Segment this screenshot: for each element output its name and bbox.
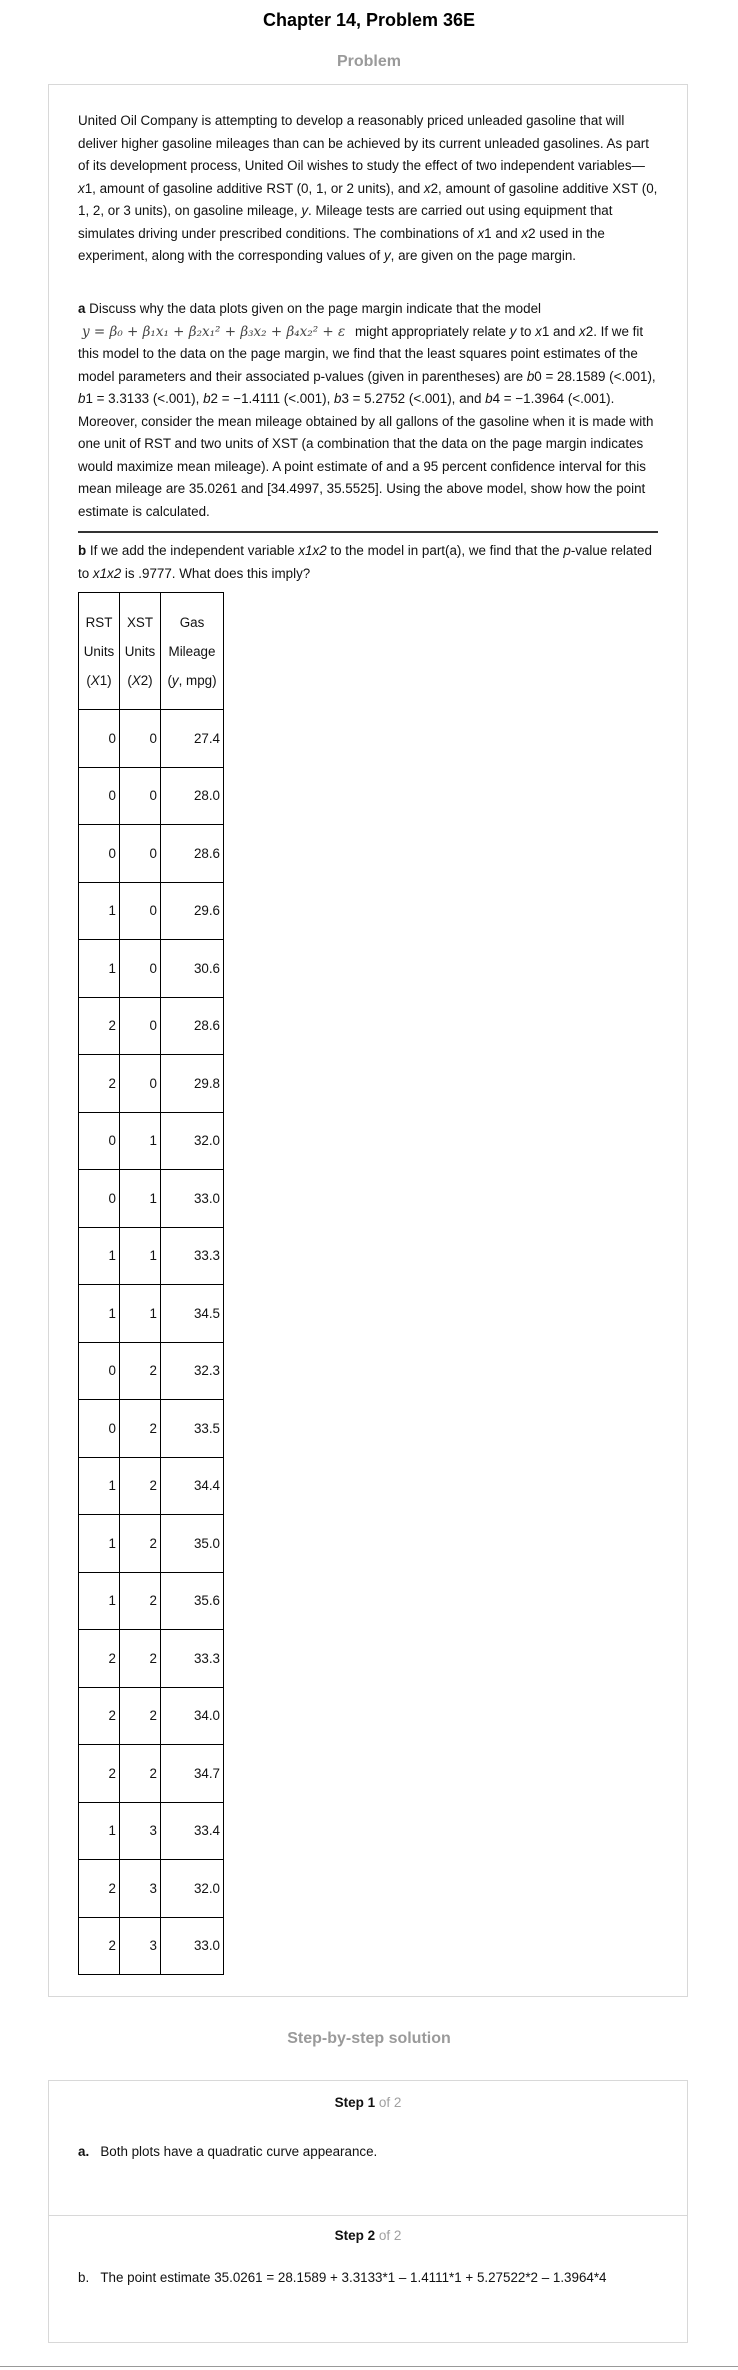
rst-units-cell: 1 (79, 1457, 120, 1515)
gas-mileage-cell: 29.6 (161, 882, 224, 940)
xst-units-cell: 2 (120, 1630, 161, 1688)
header-xst-units: XST Units (X2) (120, 593, 161, 710)
xst-units-cell: 0 (120, 825, 161, 883)
table-row (79, 1457, 224, 1515)
gas-mileage-cell: 28.0 (161, 767, 224, 825)
xst-units-cell: 3 (120, 1802, 161, 1860)
gas-mileage-cell: 30.6 (161, 940, 224, 998)
table-row (79, 1227, 224, 1285)
gas-mileage-cell: 28.6 (161, 997, 224, 1055)
gas-mileage-cell: 33.0 (161, 1170, 224, 1228)
solution-heading: Step-by-step solution (287, 2030, 451, 2047)
xst-units-cell: 1 (120, 1227, 161, 1285)
table-row (79, 825, 224, 883)
rst-units-cell: 0 (79, 767, 120, 825)
xst-units-cell: 0 (120, 1055, 161, 1113)
rst-units-cell: 1 (79, 882, 120, 940)
rst-units-cell: 2 (79, 1745, 120, 1803)
step-separator (48, 2215, 688, 2216)
rst-units-cell: 2 (79, 1860, 120, 1918)
gas-mileage-cell: 34.5 (161, 1285, 224, 1343)
table-header-row (79, 593, 224, 710)
problem-intro: United Oil Company is attempting to develop a reasonably priced unleaded gasoline that will deliver higher gasoline mileages than can be achieved by its current unleaded gasolines. As part of its development process, United Oil wishes to study the effect of two independent variables—x1, amount of gasoline additive RST (0, 1, or 2 units), and x2, amount of gasoline additive XST (0, 1, 2, or 3 units), on gasoline mileage, y. Mileage tests are carried out using equipment that simulates driving under prescribed conditions. The combinations of x1 and x2 used in the experiment, along with the corresponding values of y, are given on the page margin. (78, 113, 658, 263)
rst-units-cell: 1 (79, 1802, 120, 1860)
table-row (79, 767, 224, 825)
xst-units-cell: 0 (120, 882, 161, 940)
gas-mileage-cell: 35.6 (161, 1572, 224, 1630)
rst-units-cell: 1 (79, 940, 120, 998)
section-divider (78, 531, 658, 533)
xst-units-cell: 2 (120, 1572, 161, 1630)
gas-mileage-cell: 29.8 (161, 1055, 224, 1113)
table-row (79, 1687, 224, 1745)
model-formula: y = β₀ + β₁x₁ + β₂x₁² + β₃x₂ + β₄x₂² + ε (82, 323, 346, 340)
gas-mileage-cell: 27.4 (161, 710, 224, 768)
rst-units-cell: 2 (79, 1055, 120, 1113)
gas-mileage-cell: 34.7 (161, 1745, 224, 1803)
gas-mileage-cell: 32.0 (161, 1860, 224, 1918)
table-row (79, 1802, 224, 1860)
xst-units-cell: 2 (120, 1342, 161, 1400)
table-row (79, 1515, 224, 1573)
step-1-text: a. Both plots have a quadratic curve appearance. (78, 2144, 378, 2159)
rst-units-cell: 2 (79, 1917, 120, 1975)
table-row (79, 1112, 224, 1170)
gas-mileage-cell: 33.5 (161, 1400, 224, 1458)
rst-units-cell: 0 (79, 1400, 120, 1458)
gas-mileage-cell: 33.3 (161, 1227, 224, 1285)
xst-units-cell: 2 (120, 1400, 161, 1458)
rst-units-cell: 2 (79, 997, 120, 1055)
table-row (79, 1285, 224, 1343)
table-row (79, 1055, 224, 1113)
rst-units-cell: 1 (79, 1515, 120, 1573)
xst-units-cell: 2 (120, 1457, 161, 1515)
rst-units-cell: 2 (79, 1630, 120, 1688)
table-row (79, 882, 224, 940)
part-b-label: b (78, 543, 87, 558)
xst-units-cell: 3 (120, 1917, 161, 1975)
xst-units-cell: 2 (120, 1745, 161, 1803)
rst-units-cell: 0 (79, 710, 120, 768)
mileage-data-table (78, 592, 224, 1975)
gas-mileage-cell: 35.0 (161, 1515, 224, 1573)
rst-units-cell: 0 (79, 1112, 120, 1170)
rst-units-cell: 0 (79, 825, 120, 883)
part-a-question: a Discuss why the data plots given on the page margin indicate that the model y = β₀ + β₁x₁ + β₂x₁² + β₃x₂ + β₄x₂² + ε might appropriately relate y to x1 and x2. If we fit this model to the data on the page margin, we find that the least squares point estimates of the model parameters and their associated p-values (given in parentheses) are b0 = 28.1589 (<.001), b1 = 3.3133 (<.001), b2 = −1.4111 (<.001), b3 = 5.2752 (<.001), and b4 = −1.3964 (<.001). Moreover, consider the mean mileage obtained by all gallons of the gasoline when it is made with one unit of RST and two units of XST (a combination that the data on the page margin indicates would maximize mean mileage). A point estimate of and a 95 percent confidence interval for this mean mileage are 35.0261 and [34.4997, 35.5525]. Using the above model, show how the point estimate is calculated. (78, 301, 656, 519)
xst-units-cell: 0 (120, 767, 161, 825)
xst-units-cell: 0 (120, 997, 161, 1055)
gas-mileage-cell: 33.0 (161, 1917, 224, 1975)
rst-units-cell: 1 (79, 1285, 120, 1343)
table-row (79, 1400, 224, 1458)
table-row (79, 710, 224, 768)
rst-units-cell: 1 (79, 1227, 120, 1285)
gas-mileage-cell: 28.6 (161, 825, 224, 883)
problem-heading: Problem (336, 53, 401, 70)
header-gas-mileage: Gas Mileage (y, mpg) (161, 593, 224, 710)
step-1-label: Step 1 of 2 (334, 2095, 402, 2110)
xst-units-cell: 2 (120, 1687, 161, 1745)
step-2-label: Step 2 of 2 (334, 2228, 402, 2243)
xst-units-cell: 1 (120, 1170, 161, 1228)
step-2-text: b. The point estimate 35.0261 = 28.1589 + 3.3133*1 – 1.4111*1 + 5.27522*2 – 1.3964*4 (78, 2270, 607, 2285)
table-row (79, 1342, 224, 1400)
rst-units-cell: 2 (79, 1687, 120, 1745)
table-row (79, 997, 224, 1055)
part-b-question: b If we add the independent variable x1x2 to the model in part(a), we find that the p-value related to x1x2 is .9777. What does this imply? (78, 543, 652, 581)
rst-units-cell: 1 (79, 1572, 120, 1630)
table-row (79, 940, 224, 998)
page-title: Chapter 14, Problem 36E (262, 10, 476, 30)
gas-mileage-cell: 34.4 (161, 1457, 224, 1515)
table-row (79, 1745, 224, 1803)
table-row (79, 1917, 224, 1975)
xst-units-cell: 0 (120, 710, 161, 768)
gas-mileage-cell: 33.4 (161, 1802, 224, 1860)
header-rst-units: RST Units (X1) (79, 593, 120, 710)
xst-units-cell: 1 (120, 1285, 161, 1343)
gas-mileage-cell: 32.0 (161, 1112, 224, 1170)
xst-units-cell: 2 (120, 1515, 161, 1573)
xst-units-cell: 1 (120, 1112, 161, 1170)
part-a-label: a (78, 301, 86, 316)
table-row (79, 1860, 224, 1918)
solution-card (48, 2080, 688, 2343)
rst-units-cell: 0 (79, 1170, 120, 1228)
rst-units-cell: 0 (79, 1342, 120, 1400)
table-row (79, 1572, 224, 1630)
gas-mileage-cell: 34.0 (161, 1687, 224, 1745)
gas-mileage-cell: 32.3 (161, 1342, 224, 1400)
gas-mileage-cell: 33.3 (161, 1630, 224, 1688)
table-row (79, 1630, 224, 1688)
bottom-border (0, 2366, 738, 2367)
xst-units-cell: 3 (120, 1860, 161, 1918)
xst-units-cell: 0 (120, 940, 161, 998)
table-row (79, 1170, 224, 1228)
